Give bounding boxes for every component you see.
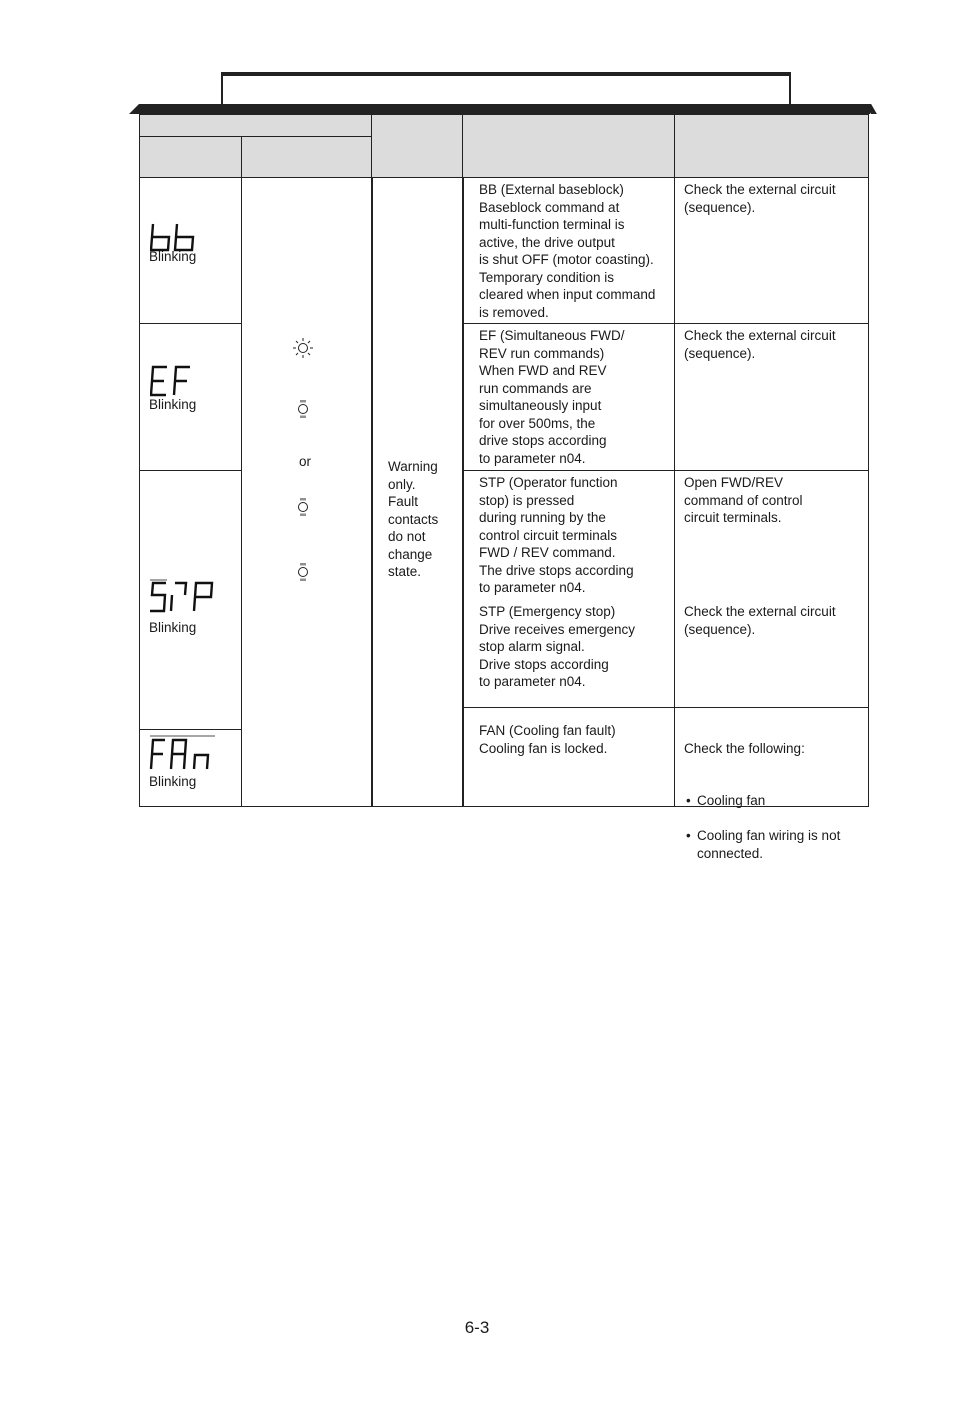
page-number: 6-3 [464,1318,490,1337]
description-stp-emergency: STP (Emergency stop) Drive receives emergency stop alarm signal. Drive stops according to parameter n04. [479,604,636,689]
row-line-display-2 [139,470,242,471]
header-action [674,114,869,178]
state-label-bb: Blinking [149,249,197,264]
state-label-ef: Blinking [149,397,197,412]
row-line-desc-2 [463,470,869,471]
action-stp-emergency: Check the external circuit (sequence). [684,604,836,637]
col-line-2 [371,177,373,807]
action-stp-operator: Open FWD/REV command of control circuit terminals. [684,475,803,525]
description-bb: BB (External baseblock) Baseblock command at multi-function terminal is active, the drive output is shut OFF (motor coasting). Temporary condition is cleared when input command is removed. [479,182,656,320]
header-fault-contact [371,114,463,178]
action-fan-lead: Check the following: [684,740,805,756]
action-bb: Check the external circuit (sequence). [684,182,836,215]
col-line-1 [241,177,242,807]
alarm-table [139,114,869,861]
fault-contact-note: Warning only. Fault contacts do not change state. [388,459,439,579]
led-lit-icon [291,336,315,360]
seven-seg-ef-icon [150,365,196,397]
action-fan [684,722,840,897]
seven-seg-fan-icon [149,734,217,772]
action-fan-list [684,775,840,880]
action-ef: Check the external circuit (sequence). [684,328,836,361]
description-stp-operator: STP (Operator function stop) is pressed during running by the control circuit terminals FWD / REV command. The drive stops according to parameter n04. [479,475,634,595]
action-fan-item: • Cooling fan wiring is not connected. [684,827,840,862]
table-top-band [139,104,870,114]
header-description [462,114,675,178]
state-label-fan: Blinking [149,774,197,789]
row-line-display-3 [139,729,242,730]
seven-seg-stp-icon [149,578,215,614]
row-line-display-1 [139,323,242,324]
header-digital-operator [139,136,242,178]
state-label-stp: Blinking [149,620,197,635]
col-line-4 [674,177,675,807]
led-or-label: or [299,454,312,469]
header-display-group [139,114,372,137]
description-fan: FAN (Cooling fan fault) Cooling fan is locked. [479,723,616,756]
row-line-desc-3 [463,707,869,708]
action-fan-item: • Cooling fan [684,792,840,810]
table-title-box [221,74,791,104]
led-blinking-icon-1 [296,399,310,419]
header-led [241,136,372,178]
seven-seg-bb-icon [150,222,196,252]
row-line-desc-1 [463,323,869,324]
led-blinking-icon-3 [296,562,310,582]
col-line-3 [462,177,464,807]
led-blinking-icon-2 [296,497,310,517]
description-ef: EF (Simultaneous FWD/ REV run commands) When FWD and REV run commands are simultaneously input for over 500ms, the drive stops according to parameter n04. [479,328,625,466]
